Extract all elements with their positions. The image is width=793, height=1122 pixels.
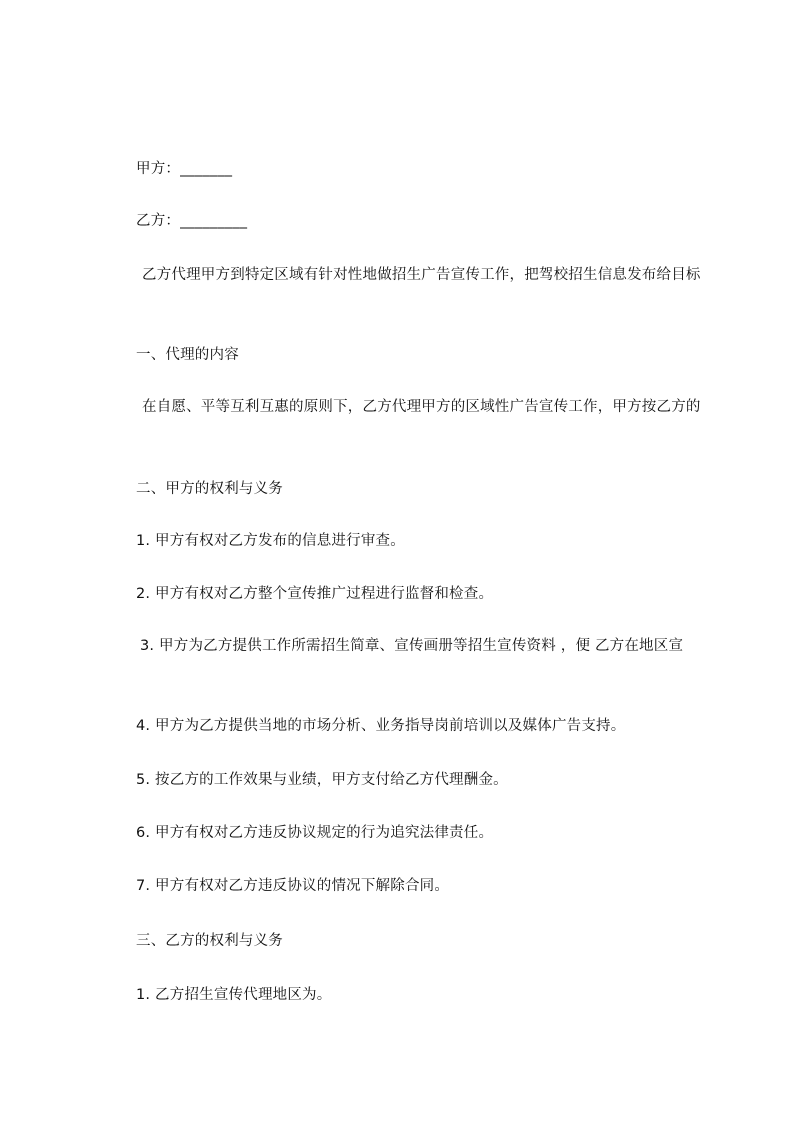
- section1-body: 在自愿、平等互利互惠的原则下，乙方代理甲方的区域性广告宣传工作，甲方按乙方的: [142, 399, 701, 415]
- section2-heading: 二、甲方的权利与义务: [136, 481, 283, 497]
- section3-item-1: 1. 乙方招生宣传代理地区为。: [136, 987, 332, 1003]
- party-a-label: 甲方：: [136, 161, 181, 177]
- party-b-label: 乙方：: [136, 213, 181, 229]
- section2-item-1: 1. 甲方有权对乙方发布的信息进行审查。: [136, 533, 405, 549]
- section3-heading: 三、乙方的权利与义务: [136, 933, 283, 949]
- section2-item-7: 7. 甲方有权对乙方违反协议的情况下解除合同。: [136, 878, 450, 894]
- party-a-blank: _______: [180, 161, 233, 177]
- section2-item-2: 2. 甲方有权对乙方整个宣传推广过程进行监督和检查。: [136, 586, 494, 602]
- section2-item-5: 5. 按乙方的工作效果与业绩，甲方支付给乙方代理酬金。: [136, 772, 508, 788]
- party-b-line: [136, 208, 716, 234]
- intro-paragraph: 乙方代理甲方到特定区域有针对性地做招生广告宣传工作，把驾校招生信息发布给目标: [142, 267, 701, 283]
- section2-item-4: 4. 甲方为乙方提供当地的市场分析、业务指导岗前培训以及媒体广告支持。: [136, 718, 626, 734]
- section2-item-6: 6. 甲方有权对乙方违反协议规定的行为追究法律责任。: [136, 825, 494, 841]
- section1-heading: 一、代理的内容: [136, 347, 239, 363]
- party-a-line: [136, 156, 716, 182]
- section2-item-3: 3. 甲方为乙方提供工作所需招生简章、宣传画册等招生宣传资料 ，便 乙方在地区宣: [140, 638, 684, 654]
- party-b-blank: _________: [180, 213, 248, 229]
